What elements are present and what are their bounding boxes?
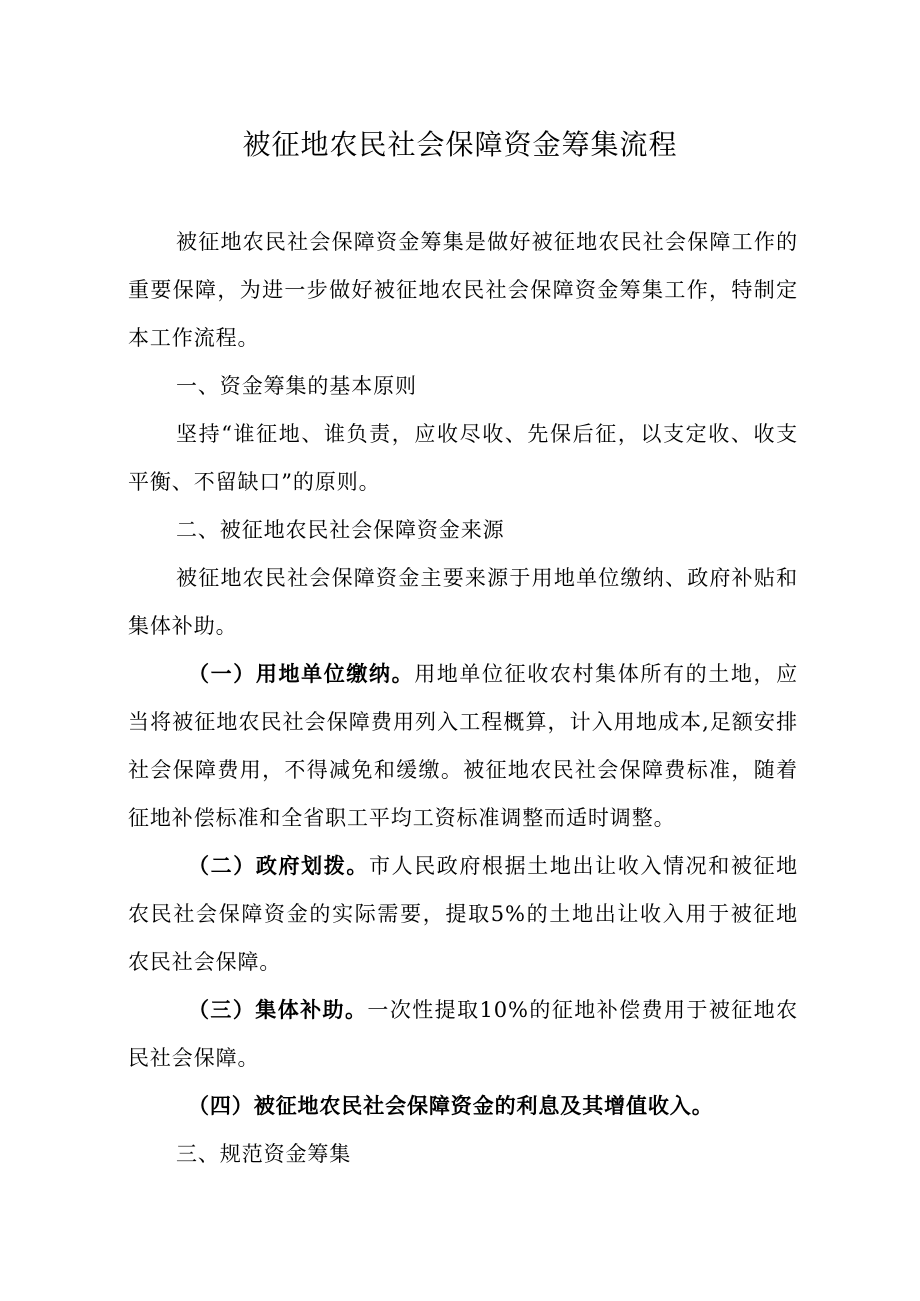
source-item-text: 一次性提取10%的征地补偿费用于被征地农民社会保障。 — [128, 998, 798, 1070]
source-item-label: （一）用地单位缴纳。 — [188, 661, 415, 686]
section-heading-standardize: 三、规范资金筹集 — [176, 1142, 352, 1166]
source-item-government-allocation — [128, 842, 798, 986]
source-item-collective-subsidy — [128, 986, 798, 1082]
sources-paragraph: 被征地农民社会保障资金主要来源于用地单位缴纳、政府补贴和集体补助。 — [128, 566, 798, 638]
document-title: 被征地农民社会保障资金筹集流程 — [242, 128, 678, 161]
principles-paragraph: 坚持“谁征地、谁负责，应收尽收、先保后征，以支定收、收支平衡、不留缺口”的原则。 — [128, 422, 798, 494]
source-item-text: 用地单位征收农村集体所有的土地，应当将被征地农民社会保障费用列入工程概算，计入用地成本,足额安排社会保障费用，不得减免和缓缴。被征地农民社会保障费标准，随着征地补偿标准和全省职工平均工资标准调整而适时调整。 — [128, 662, 798, 830]
document-body — [128, 218, 798, 1178]
source-item-label: （二）政府划拨。 — [188, 853, 369, 878]
section-heading-sources: 二、被征地农民社会保障资金来源 — [176, 518, 505, 542]
source-item-interest-income — [128, 1082, 798, 1130]
source-item-text: 市人民政府根据土地出让收入情况和被征地农民社会保障资金的实际需要，提取5%的土地出让收入用于被征地农民社会保障。 — [128, 854, 798, 974]
source-item-label: （三）集体补助。 — [188, 997, 368, 1022]
intro-paragraph: 被征地农民社会保障资金筹集是做好被征地农民社会保障工作的重要保障，为进一步做好被征地农民社会保障资金筹集工作，特制定本工作流程。 — [128, 230, 798, 350]
source-item-label: （四）被征地农民社会保障资金的利息及其增值收入。 — [188, 1093, 714, 1118]
source-item-unit-payment — [128, 650, 798, 842]
section-heading-principles: 一、资金筹集的基本原则 — [176, 374, 417, 398]
